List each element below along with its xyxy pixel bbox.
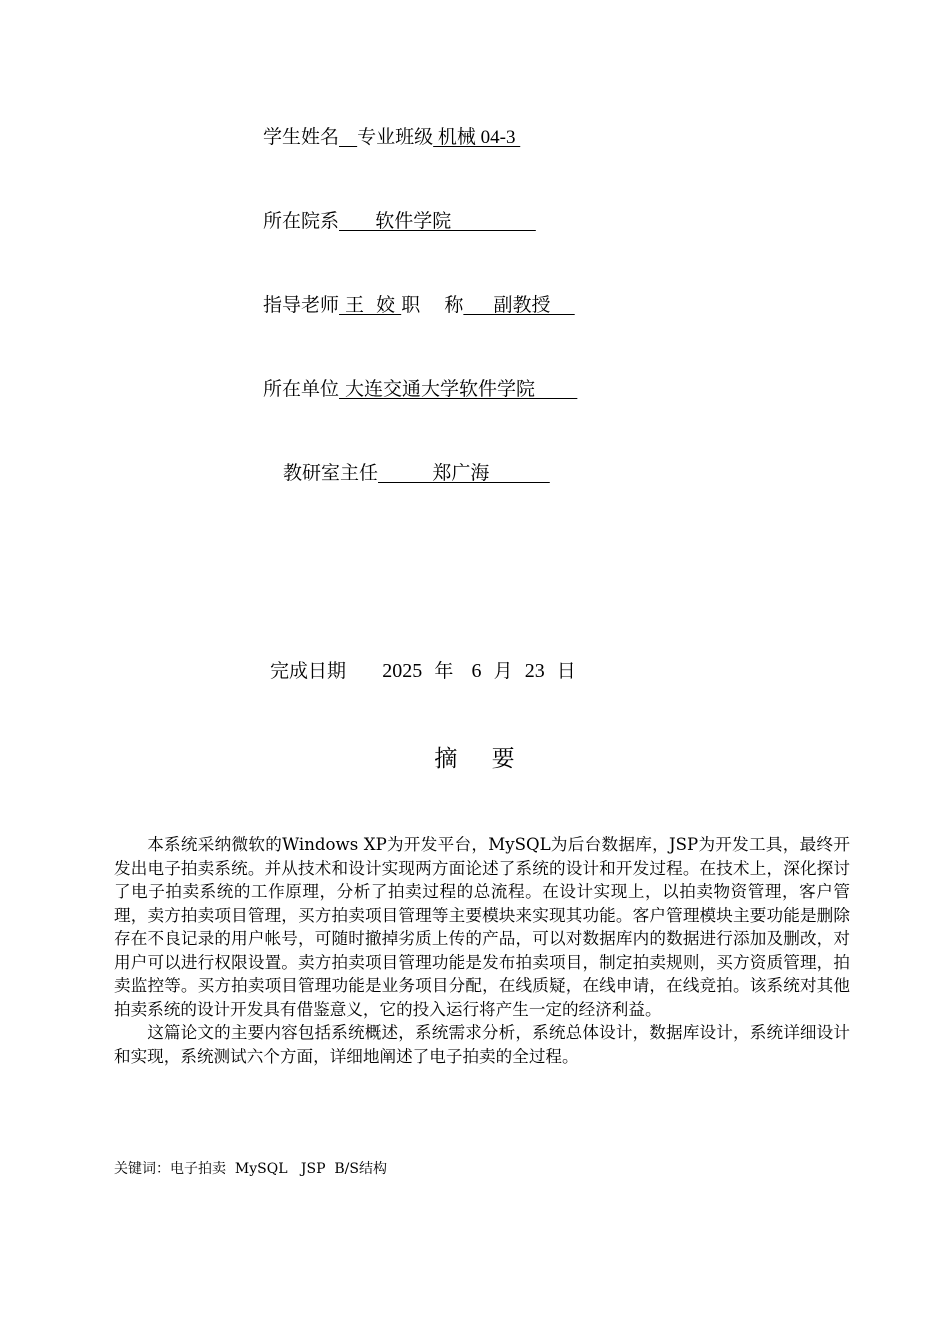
unit-label: 所在单位 [263,378,340,400]
department-label: 所在院系 [263,210,340,232]
unit-row [263,376,577,402]
abstract-paragraph-1: 本系统采纳微软的Windows XP为开发平台，MySQL为后台数据库，JSP为开发工具，最终开发出电子拍卖系统。并从技术和设计实现两方面论述了系统的设计和开发过程。在技术上，深化探讨了电子拍卖系统的工作原理，分析了拍卖过程的总流程。在设计实现上，以拍卖物资管理，客户管理，卖方拍卖项目管理，买方拍卖项目管理等主要模块来实现其功能。客户管理模块主要功能是删除存在不良记录的用户帐号，可随时撤掉劣质上传的产品，可以对数据库内的数据进行添加及删改，对用户可以进行权限设置。卖方拍卖项目管理功能是发布拍卖项目，制定拍卖规则，买方资质管理，拍卖监控等。买方拍卖项目管理功能是业务项目分配，在线质疑，在线申请，在线竞拍。该系统对其他拍卖系统的设计开发具有借鉴意义，它的投入运行将产生一定的经济利益。 [114,835,850,1019]
student-row [263,124,520,151]
abstract-title: 摘 要 [434,746,516,772]
keywords-label: 关键词： [114,1161,170,1177]
class-value: 机械 04-3 [433,127,521,148]
department-row [263,208,536,234]
date-year-unit: 年 [434,660,454,682]
title-value: 副教授 [463,294,575,316]
director-value: 郑广海 [378,462,550,484]
department-value: 软件学院 [339,210,536,232]
advisor-label: 指导老师 [263,294,340,316]
title-label: 职 称 [401,294,464,316]
student-name-value [339,126,357,148]
date-day-unit: 日 [556,660,576,682]
class-label: 专业班级 [357,126,434,148]
abstract-paragraph-2: 这篇论文的主要内容包括系统概述，系统需求分析，系统总体设计，数据库设计，系统详细设计和实现，系统测试六个方面，详细地阐述了电子拍卖的全过程。 [114,1023,850,1066]
director-label: 教研室主任 [283,462,379,484]
keywords-value: 电子拍卖 MySQL JSP B/S结构 [170,1161,387,1177]
abstract-body [114,833,850,1068]
date-month-unit: 月 [493,660,513,682]
completion-date [270,658,576,684]
unit-value: 大连交通大学软件学院 [339,378,578,400]
date-year: 2025 [382,660,423,682]
director-row [283,460,550,486]
date-month: 6 [471,660,482,682]
advisor-row [263,292,575,318]
keywords-line [114,1159,387,1179]
student-name-label: 学生姓名 [263,126,340,148]
advisor-value: 王 姣 [339,294,402,316]
date-day: 23 [524,660,545,682]
date-label: 完成日期 [270,660,347,682]
